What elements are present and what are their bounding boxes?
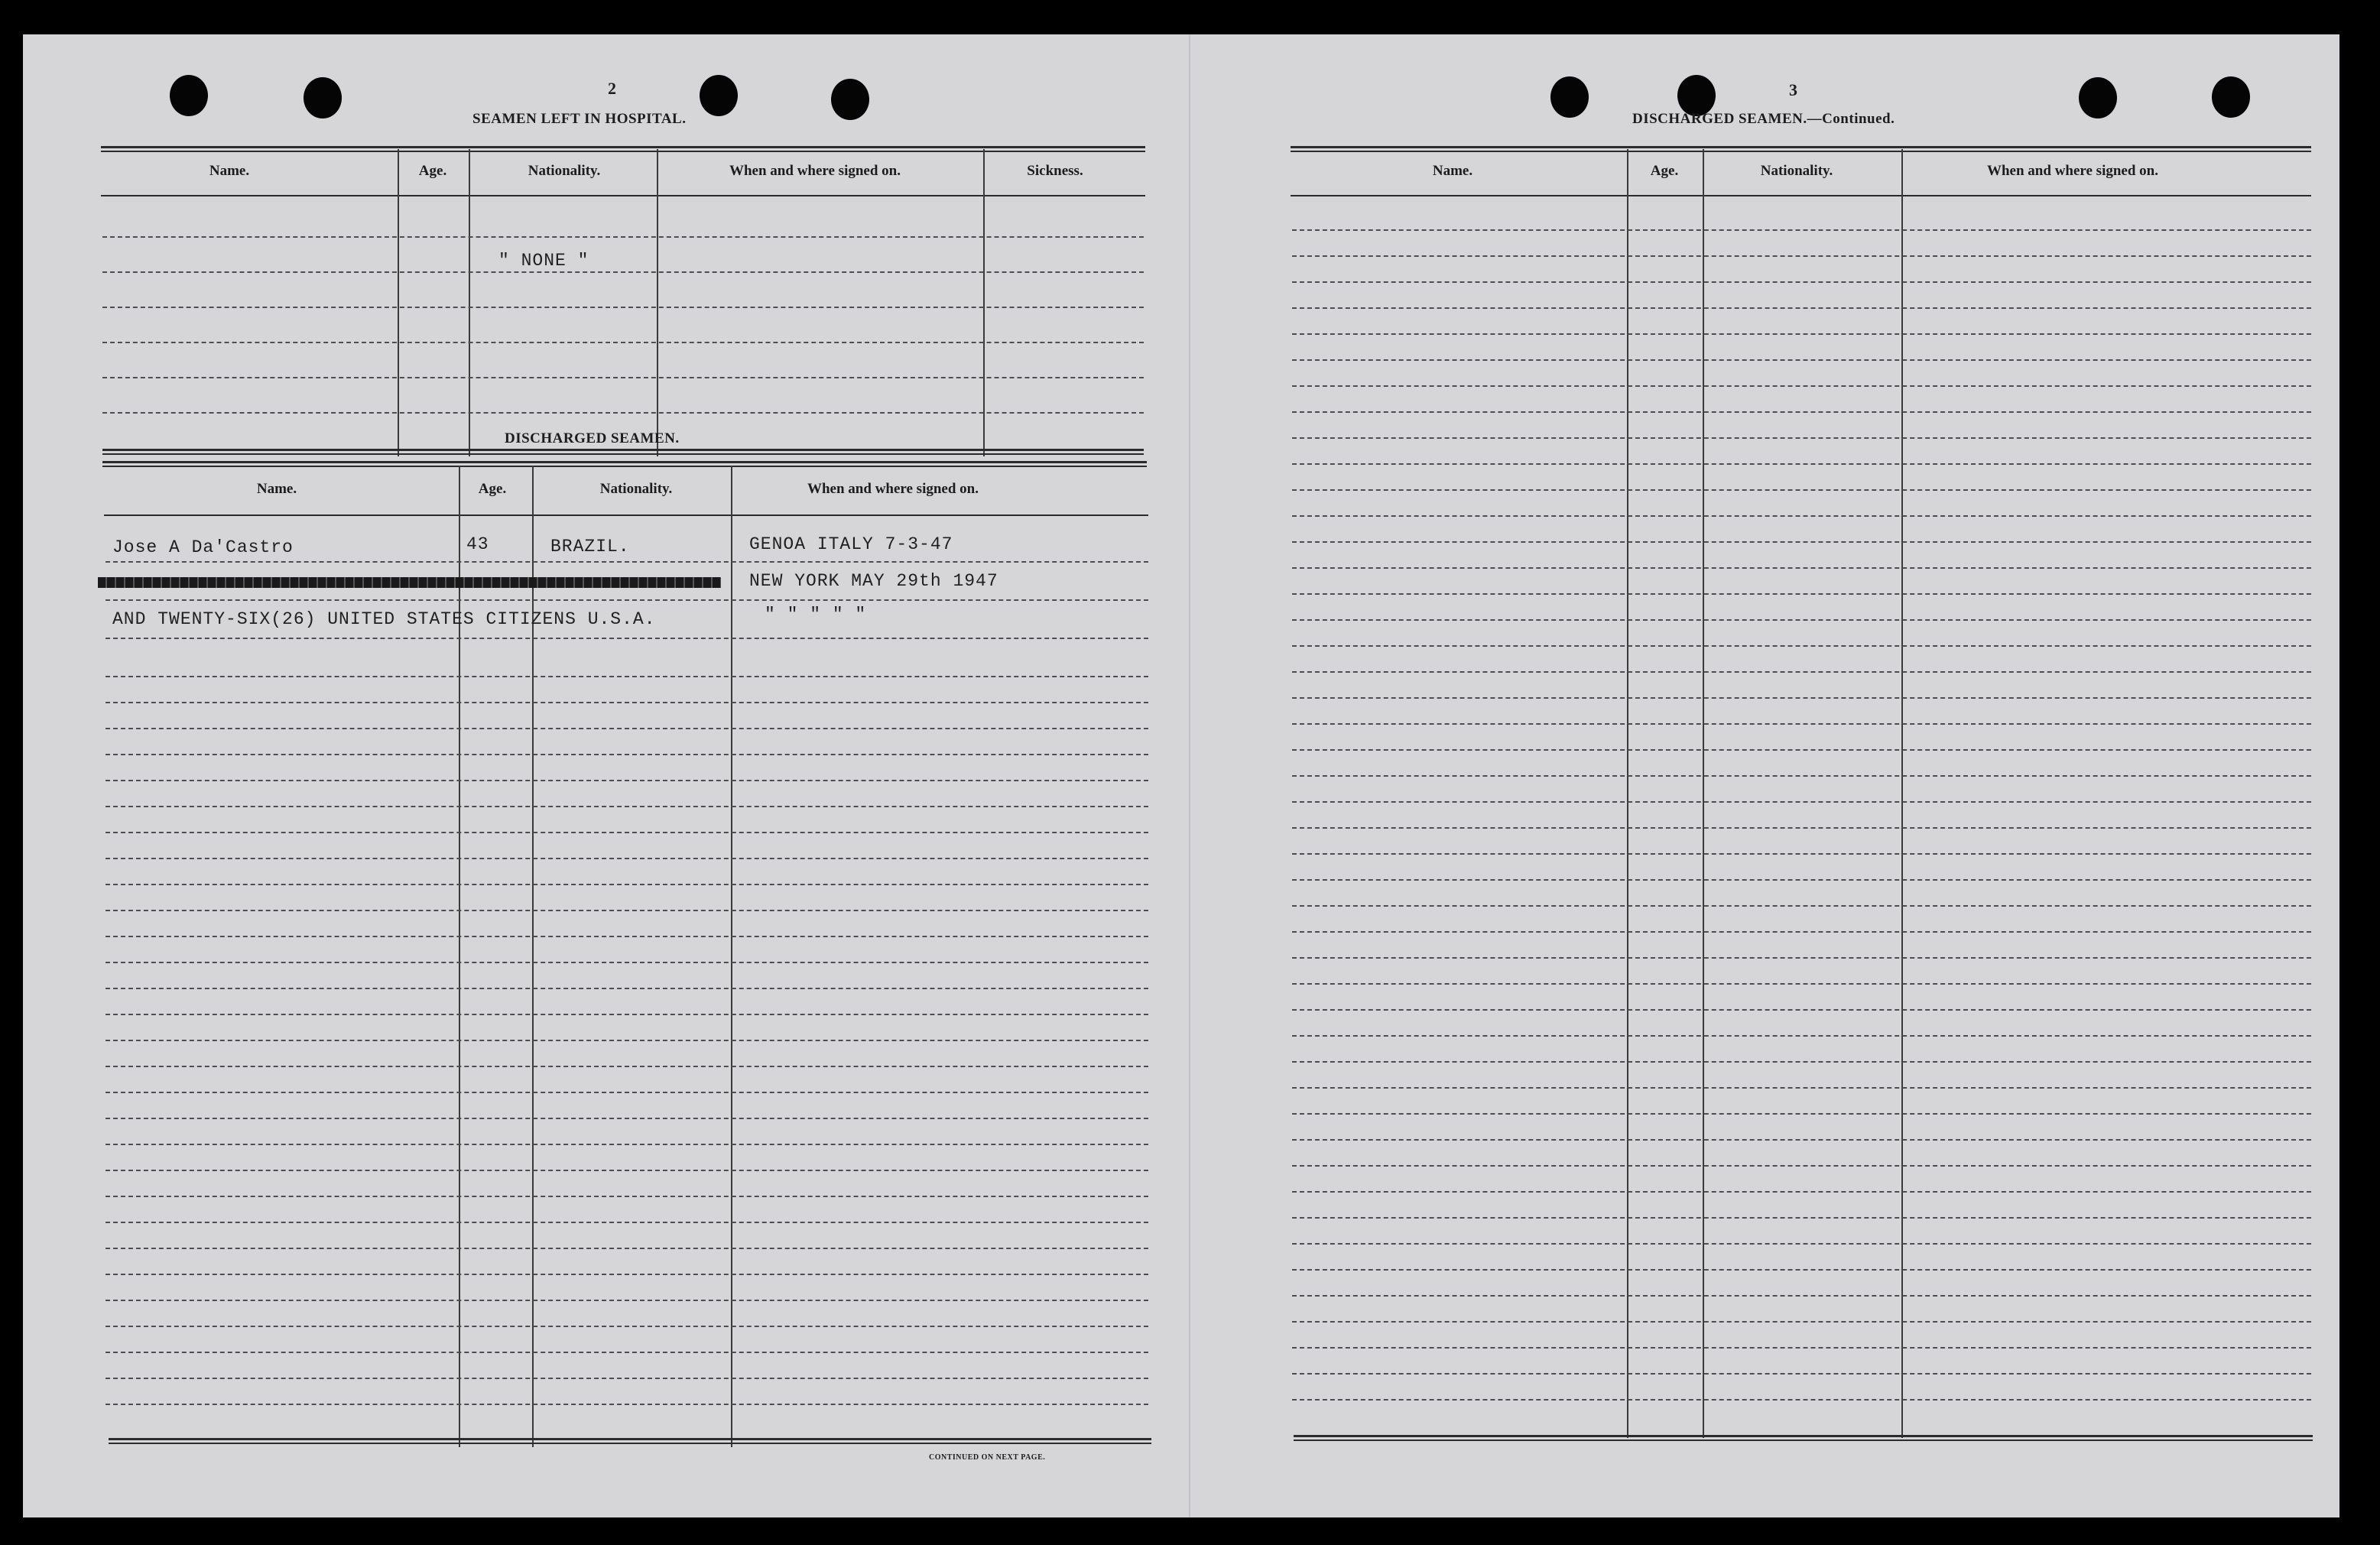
column-header-sickness: Sickness. [1027, 163, 1083, 179]
table-rule [1294, 1440, 2313, 1441]
entry-line [106, 728, 1148, 729]
entry-line [1292, 1373, 2311, 1375]
table-rule [104, 514, 1148, 516]
right-page [1189, 34, 2339, 1517]
entry-line [1292, 853, 2311, 855]
column-header-age: Age. [1650, 163, 1679, 179]
table-rule [102, 461, 1147, 463]
entry-line [1292, 1113, 2311, 1115]
entry-line [1292, 1269, 2311, 1271]
entry-line [106, 1222, 1148, 1223]
entry-line [1292, 1243, 2311, 1245]
entry-line [106, 561, 1148, 563]
entry-line [1292, 1321, 2311, 1323]
entry-line [1292, 827, 2311, 829]
punch-hole [1677, 75, 1716, 116]
table-rule [109, 1438, 1151, 1440]
punch-hole [2212, 76, 2250, 118]
entry-line [102, 412, 1144, 414]
entry-line [1292, 1061, 2311, 1063]
seaman-name: Jose A Da'Castro [112, 537, 294, 557]
column-divider [1703, 149, 1704, 1438]
struck-out-entry [98, 577, 721, 588]
discharged-section-title: DISCHARGED SEAMEN. [505, 430, 680, 446]
hospital-entry: " NONE " [498, 251, 589, 271]
column-divider [1901, 149, 1903, 1438]
entry-line [1292, 645, 2311, 647]
punch-hole [170, 75, 208, 116]
entry-line [1292, 1087, 2311, 1089]
column-header-nationality: Nationality. [1760, 163, 1833, 179]
punch-hole [831, 79, 869, 120]
entry-line [1292, 307, 2311, 309]
left-page [23, 34, 1189, 1517]
entry-line [106, 1092, 1148, 1093]
entry-line [106, 884, 1148, 885]
entry-line [1292, 255, 2311, 257]
entry-line [106, 832, 1148, 833]
entry-line [106, 1144, 1148, 1145]
entry-line [1292, 619, 2311, 621]
entry-line [102, 307, 1144, 308]
entry-line [1292, 879, 2311, 881]
entry-line [106, 962, 1148, 963]
seaman-signed-on: " " " " " [765, 605, 867, 625]
entry-line [1292, 1217, 2311, 1219]
entry-line [1292, 671, 2311, 673]
entry-line [106, 1196, 1148, 1197]
entry-line [1292, 1191, 2311, 1193]
table-rule [101, 146, 1145, 148]
table-rule [1291, 146, 2311, 148]
entry-line [106, 1170, 1148, 1171]
entry-line [1292, 489, 2311, 491]
column-divider [1627, 149, 1628, 1438]
entry-line [106, 1118, 1148, 1119]
entry-line [106, 780, 1148, 781]
entry-line [1292, 567, 2311, 569]
entry-line [106, 910, 1148, 911]
entry-line [1292, 1347, 2311, 1349]
table-rule [109, 1443, 1151, 1444]
column-header-name: Name. [256, 481, 297, 497]
entry-line [106, 754, 1148, 755]
entry-line [1292, 1035, 2311, 1037]
column-header-signed-on: When and where signed on. [807, 481, 979, 497]
entry-line [1292, 385, 2311, 387]
table-rule [102, 453, 1144, 455]
punch-hole [1550, 76, 1589, 118]
continued-note: CONTINUED ON NEXT PAGE. [929, 1453, 1046, 1462]
table-rule [1291, 195, 2311, 196]
page-number: 2 [608, 79, 616, 98]
entry-line [1292, 333, 2311, 335]
entry-line [1292, 1399, 2311, 1401]
column-header-nationality: Nationality. [528, 163, 601, 179]
entry-line [1292, 463, 2311, 465]
entry-line [1292, 515, 2311, 517]
document-sheet [23, 34, 2339, 1517]
entry-line [102, 236, 1144, 238]
column-header-signed-on: When and where signed on. [729, 163, 901, 179]
entry-line [106, 1040, 1148, 1041]
seaman-signed-on: GENOA ITALY 7-3-47 [749, 534, 953, 554]
entry-line [1292, 359, 2311, 361]
entry-line [1292, 411, 2311, 413]
entry-line [1292, 1295, 2311, 1297]
entry-line [106, 858, 1148, 859]
entry-line [1292, 281, 2311, 283]
entry-line [1292, 593, 2311, 595]
discharged-continued-title: DISCHARGED SEAMEN.—Continued. [1632, 111, 1895, 127]
column-header-name: Name. [209, 163, 250, 179]
entry-line [106, 702, 1148, 703]
entry-line [106, 1248, 1148, 1249]
seaman-nationality: BRAZIL. [550, 537, 630, 557]
table-rule [101, 151, 1145, 152]
entry-line [102, 342, 1144, 343]
punch-hole [700, 75, 738, 116]
entry-line [106, 1300, 1148, 1301]
seaman-name: AND TWENTY-SIX(26) UNITED STATES CITIZENS U.S.A. [112, 609, 656, 629]
seaman-signed-on: NEW YORK MAY 29th 1947 [749, 571, 998, 591]
seaman-age: 43 [466, 534, 489, 554]
entry-line [1292, 931, 2311, 933]
entry-line [1292, 541, 2311, 543]
table-rule [1294, 1435, 2313, 1437]
entry-line [1292, 801, 2311, 803]
entry-line [1292, 905, 2311, 907]
column-header-age: Age. [478, 481, 507, 497]
entry-line [106, 1274, 1148, 1275]
entry-line [102, 271, 1144, 273]
entry-line [106, 806, 1148, 807]
entry-line [106, 1352, 1148, 1353]
entry-line [1292, 1009, 2311, 1011]
entry-line [1292, 957, 2311, 959]
table-rule [102, 466, 1147, 467]
entry-line [1292, 723, 2311, 725]
entry-line [1292, 1165, 2311, 1167]
entry-line [106, 676, 1148, 677]
entry-line [106, 1326, 1148, 1327]
entry-line [106, 1378, 1148, 1379]
hospital-section-title: SEAMEN LEFT IN HOSPITAL. [472, 111, 687, 127]
entry-line [106, 988, 1148, 989]
entry-line [106, 1404, 1148, 1405]
column-header-nationality: Nationality. [599, 481, 673, 497]
table-rule [101, 195, 1145, 196]
entry-line [1292, 983, 2311, 985]
entry-line [106, 1066, 1148, 1067]
entry-line [106, 1014, 1148, 1015]
entry-line [106, 638, 1148, 639]
table-rule [102, 449, 1144, 451]
entry-line [106, 599, 1148, 601]
column-header-signed-on: When and where signed on. [1986, 163, 2159, 179]
punch-hole [304, 77, 342, 118]
punch-hole [2079, 77, 2117, 118]
entry-line [1292, 697, 2311, 699]
column-header-name: Name. [1432, 163, 1473, 179]
entry-line [1292, 437, 2311, 439]
entry-line [1292, 1139, 2311, 1141]
column-divider [657, 149, 658, 456]
entry-line [1292, 749, 2311, 751]
entry-line [106, 936, 1148, 937]
entry-line [1292, 775, 2311, 777]
table-rule [1291, 151, 2311, 152]
page-number: 3 [1789, 80, 1797, 99]
column-header-age: Age. [418, 163, 447, 179]
entry-line [1292, 229, 2311, 231]
column-divider [469, 149, 470, 456]
entry-line [102, 377, 1144, 378]
column-divider [398, 149, 399, 456]
column-divider [983, 149, 985, 456]
